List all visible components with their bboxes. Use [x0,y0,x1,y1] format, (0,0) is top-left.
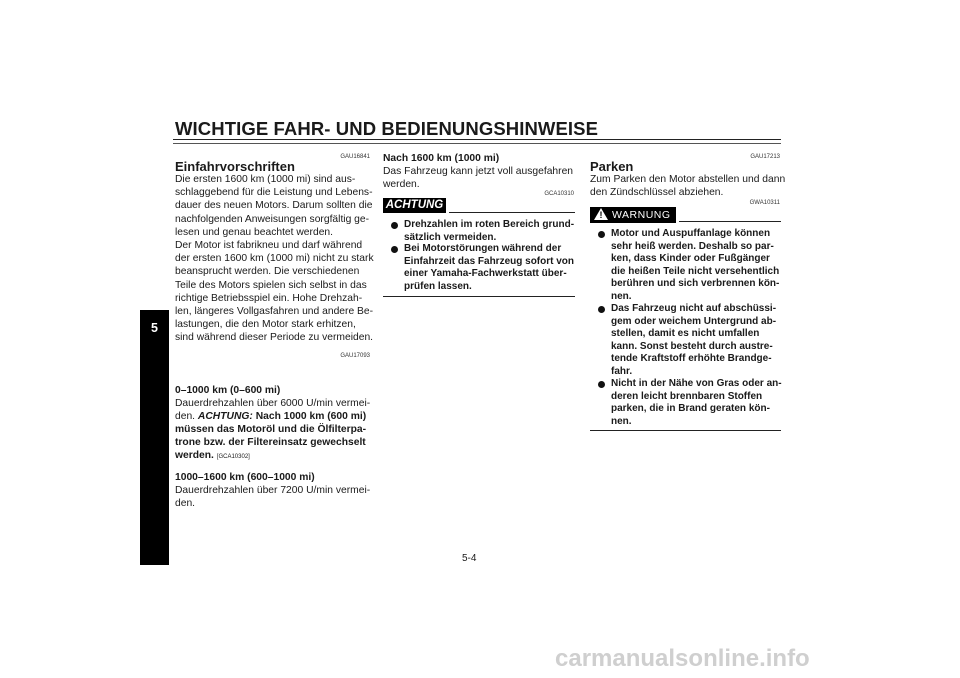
chapter-number: 5 [151,321,158,335]
watermark: carmanualsonline.info [555,645,810,672]
title-rule [173,139,781,140]
parken-text: Zum Parken den Motor abstellen und dann den Zündschlüssel abziehen. [590,174,786,199]
section-code: GAU17093 [340,353,370,359]
bullet-icon [598,381,605,388]
warning-bullet [598,378,788,430]
caution-bullet [391,219,581,245]
caution-rule [449,212,575,213]
stage1-text: den. [175,411,198,422]
heading-einfahrvorschriften: Einfahrvorschriften [175,159,295,174]
bullet-icon [391,246,398,253]
section-code: GAU16841 [340,154,370,160]
bullet-icon [598,231,605,238]
heading-parken: Parken [590,159,634,174]
stage1-heading: 0–1000 km (0–600 mi) [175,385,281,396]
achtung-inline: ACHTUNG: [197,411,253,422]
warning-bullet [598,303,788,379]
warnung-badge: ! WARNUNG [590,207,676,223]
stage2-text: Dauerdrehzahlen über 7200 U/min vermei- den. [175,485,371,510]
page-number: 5-4 [462,553,477,564]
warning-end-rule [590,430,781,431]
warning-code: GWA10311 [749,200,780,206]
page-title: WICHTIGE FAHR- UND BEDIENUNGSHINWEISE [175,118,599,139]
stage1-caution-line [175,410,366,423]
caution-end-rule [383,296,575,297]
warnung-label: WARNUNG [612,209,671,221]
stage1-caution-text: Nach 1000 km (600 mi) [252,411,367,422]
stage1-caution-continued: müssen das Motoröl und die Ölfilterpa- trone bzw. der Filtereinsatz gewechselt [175,424,367,449]
achtung-badge: ACHTUNG [383,198,446,213]
bullet-icon [598,306,605,313]
warning-rule [679,221,781,222]
bullet-text: Bei Motorstörungen während der Einfahrzeit das Fahrzeug sofort von einer Yamaha-Fachwerkstatt über- prüfen lassen. [404,243,575,292]
title-rule-thin [173,143,781,144]
intro-paragraph: Die ersten 1600 km (1000 mi) sind aus- schlaggebend für die Leistung und Lebens- dauer des neuen Motors. Darum sollten die nachfolgenden Anweisungen sorgfältig ge- lesen und genau beachtet werden. Der Motor ist fabrikneu und darf während der ersten 1600 km (1000 mi) nicht zu stark beansprucht werden. Die verschiedenen Teile des Motors spielen sich selbst in das richtige Betriebsspiel ein. Hohe Drehzah- len, längeres Vollgasfahren und andere Be- lastungen, die den Motor stark erhitzen, sind während dieser Periode zu vermeiden. [175,174,374,344]
section-code: GAU17213 [750,154,780,160]
bullet-text: Nicht in der Nähe von Gras oder an- deren leicht brennbaren Stoffen parken, die in Brand geraten kön- nen. [611,378,782,427]
stage1-caution-last: werden. [175,450,214,461]
bullet-icon [391,222,398,229]
bullet-text: Motor und Auspuffanlage können sehr heiß werden. Deshalb so par- ken, dass Kinder oder Fußgänger die heißen Teile nicht versehentlich berühren und sich verbrennen kön- nen. [611,228,780,302]
caution-bullet [391,243,581,295]
caution-code: GCA10310 [544,191,574,197]
after-break-in-text: Das Fahrzeug kann jetzt voll ausgefahren werden. [383,166,574,191]
warning-bullet [598,228,788,304]
bullet-text: Das Fahrzeug nicht auf abschüssi- gem oder weichem Untergrund ab- stellen, damit es nicht umfallen kann. Sonst besteht durch austre- tende Kraftstoff erhöhte Brandge- fahr. [611,303,777,377]
bullet-text: Drehzahlen im roten Bereich grund- sätzlich vermeiden. [404,219,575,243]
stage1-caution-end [175,449,250,464]
caution-code: [GCA10302] [216,454,250,460]
chapter-tab [140,310,169,565]
stage1-line: Dauerdrehzahlen über 6000 U/min vermei- [175,398,371,409]
stage2-heading: 1000–1600 km (600–1000 mi) [175,472,315,483]
after-break-in-heading: Nach 1600 km (1000 mi) [383,153,500,164]
